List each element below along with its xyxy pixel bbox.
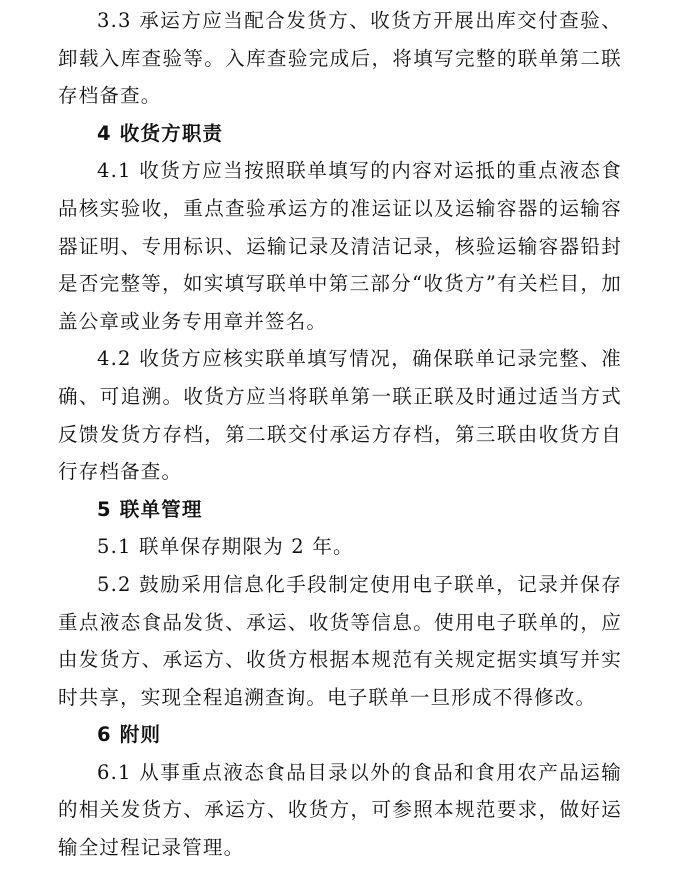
paragraph-4-1: 4.1 收货方应当按照联单填写的内容对运抵的重点液态食品核实验收，重点查验承运方的准运证以及运输容器的运输容器证明、专用标识、运输记录及清洁记录，核验运输容器铅封是否完整等，如实填写联单中第三部分“收货方”有关栏目，加盖公章或业务专用章并签名。: [58, 159, 622, 333]
paragraph-5-2: 5.2 鼓励采用信息化手段制定使用电子联单，记录并保存重点液态食品发货、承运、收货等信息。使用电子联单的，应由发货方、承运方、收货方根据本规范有关规定据实填写并实时共享，实现全程追溯查询。电子联单一旦形成不得修改。: [58, 572, 622, 709]
paragraph-4-2: 4.2 收货方应核实联单填写情况，确保联单记录完整、准确、可追溯。收货方应当将联单第一联正联及时通过适当方式反馈发货方存档，第二联交付承运方存档，第三联由收货方自行存档备查。: [58, 347, 622, 484]
section-heading-4: 4 收货方职责: [97, 121, 224, 145]
paragraph-3-3: 3.3 承运方应当配合发货方、收货方开展出库交付查验、卸载入库查验等。入库查验完成后，将填写完整的联单第二联存档备查。: [58, 9, 622, 108]
paragraph-5-1: 5.1 联单保存期限为 2 年。: [97, 535, 354, 559]
section-heading-6: 6 附则: [97, 723, 162, 747]
section-heading-5: 5 联单管理: [97, 497, 203, 521]
paragraph-6-1: 6.1 从事重点液态食品目录以外的食品和食用农产品运输的相关发货方、承运方、收货方，可参照本规范要求，做好运输全过程记录管理。: [58, 760, 622, 860]
